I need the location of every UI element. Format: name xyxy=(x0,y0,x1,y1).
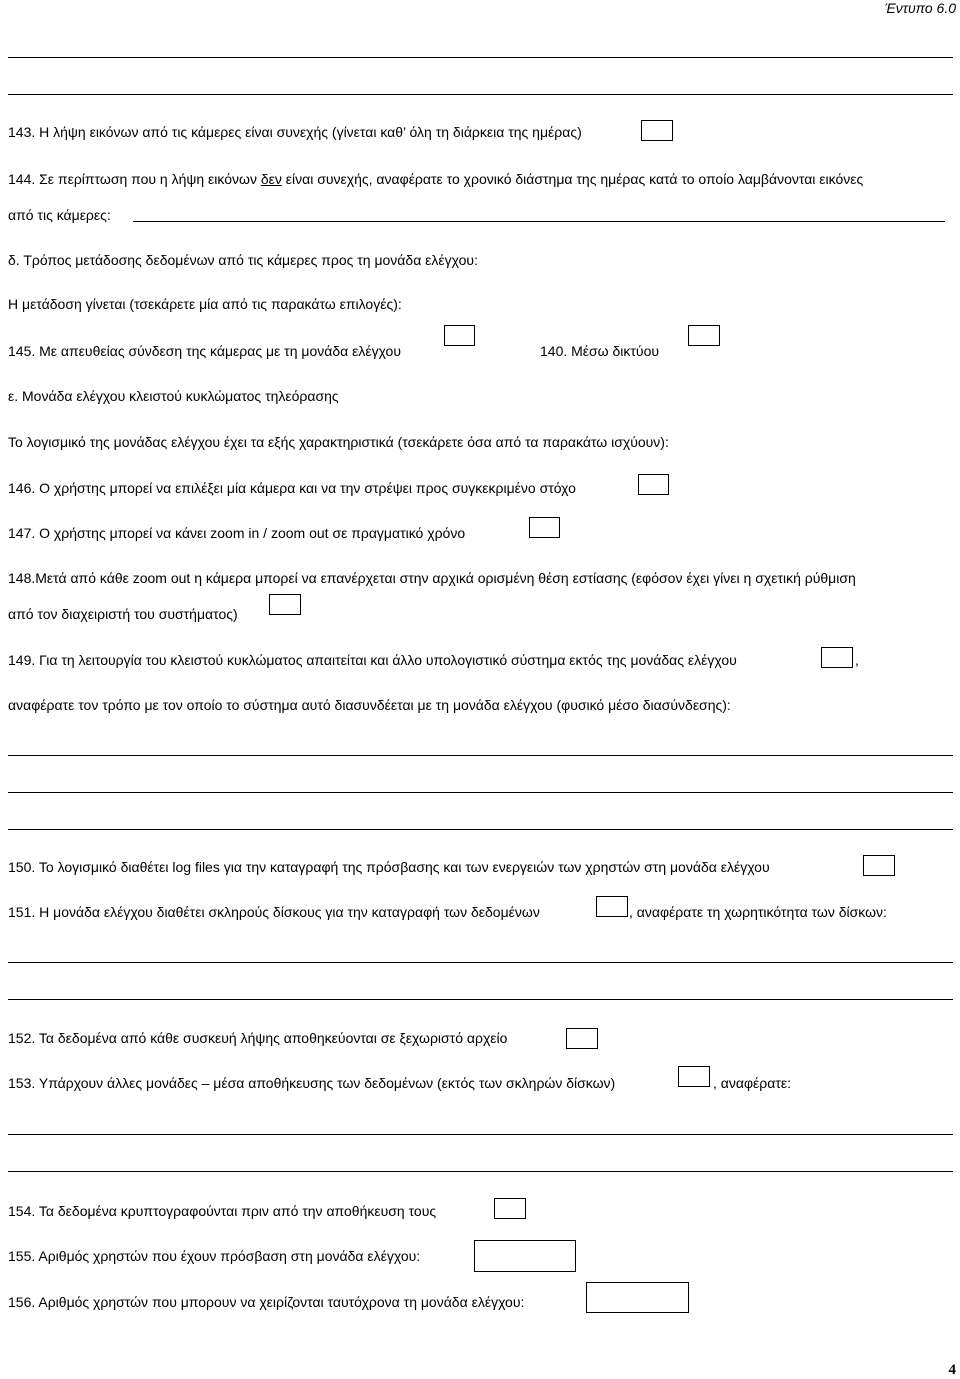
question-151: 151. Η μονάδα ελέγχου διαθέτει σκληρούς δίσκους για την καταγραφή των δεδομένων xyxy=(8,904,540,920)
question-144 xyxy=(8,171,863,187)
question-153-suffix: , αναφέρατε: xyxy=(713,1075,792,1091)
checkbox-145[interactable] xyxy=(444,325,475,346)
question-149-comma: , xyxy=(855,652,859,668)
form-label: Έντυπο 6.0 xyxy=(884,0,956,16)
question-144-prefix: 144. Σε περίπτωση που η λήψη εικόνων xyxy=(8,171,261,187)
question-144-line2: από τις κάμερες: xyxy=(8,207,111,223)
checkbox-149[interactable] xyxy=(821,647,853,668)
question-144-underlined: δεν xyxy=(260,171,282,187)
checkbox-150[interactable] xyxy=(863,855,895,876)
question-151-suffix: , αναφέρατε τη χωρητικότητα των δίσκων: xyxy=(629,904,887,920)
question-144-suffix: είναι συνεχής, αναφέρατε το χρονικό διάστημα της ημέρας κατά το οποίο λαμβάνονται εικόνες xyxy=(281,171,864,187)
question-149-line2: αναφέρατε τον τρόπο με τον οποίο το σύστημα αυτό διασυνδέεται με τη μονάδα ελέγχου (φυσικό μέσο διασύνδεσης): xyxy=(8,697,731,713)
checkbox-146[interactable] xyxy=(638,474,669,495)
question-147: 147. Ο χρήστης μπορεί να κάνει zoom in / zoom out σε πραγματικό χρόνο xyxy=(8,525,466,541)
question-152: 152. Τα δεδομένα από κάθε συσκευή λήψης αποθηκεύονται σε ξεχωριστό αρχείο xyxy=(8,1030,508,1046)
answer-line-149[interactable] xyxy=(8,755,953,756)
answer-line-153[interactable] xyxy=(8,1134,953,1135)
question-155: 155. Αριθμός χρηστών που έχουν πρόσβαση στη μονάδα ελέγχου: xyxy=(8,1248,421,1264)
question-145: 145. Με απευθείας σύνδεση της κάμερας με τη μονάδα ελέγχου xyxy=(8,343,401,359)
answer-line-149[interactable] xyxy=(8,829,953,830)
checkbox-152[interactable] xyxy=(566,1028,598,1049)
question-146: 146. Ο χρήστης μπορεί να επιλέξει μία κάμερα και να την στρέψει προς συγκεκριμένο στόχο xyxy=(8,480,576,496)
answer-line[interactable] xyxy=(8,94,953,95)
question-150: 150. Το λογισμικό διαθέτει log files για την καταγραφή της πρόσβασης και των ενεργειών των χρηστών στη μονάδα ελέγχου xyxy=(8,859,770,875)
answer-line-151[interactable] xyxy=(8,962,953,963)
checkbox-140[interactable] xyxy=(688,325,720,346)
input-155[interactable] xyxy=(474,1240,576,1272)
answer-line[interactable] xyxy=(8,57,953,58)
section-e-title: ε. Μονάδα ελέγχου κλειστού κυκλώματος τηλεόρασης xyxy=(8,388,339,404)
checkbox-151[interactable] xyxy=(596,896,628,917)
section-d-title: δ. Τρόπος μετάδοσης δεδομένων από τις κάμερες προς τη μονάδα ελέγχου: xyxy=(8,252,478,268)
question-148-line1: 148.Μετά από κάθε zoom out η κάμερα μπορεί να επανέρχεται στην αρχικά ορισμένη θέση εστίασης (εφόσον έχει γίνει η σχετική ρύθμιση xyxy=(8,570,856,586)
section-e-subtitle: Το λογισμικό της μονάδας ελέγχου έχει τα εξής χαρακτηριστικά (τσεκάρετε όσα από τα παρακάτω ισχύουν): xyxy=(8,434,669,450)
checkbox-153[interactable] xyxy=(678,1066,710,1087)
question-153: 153. Υπάρχουν άλλες μονάδες – μέσα αποθήκευσης των δεδομένων (εκτός των σκληρών δίσκων) xyxy=(8,1075,616,1091)
question-156: 156. Αριθμός χρηστών που μπορουν να χειρίζονται ταυτόχρονα τη μονάδα ελέγχου: xyxy=(8,1294,525,1310)
checkbox-154[interactable] xyxy=(494,1198,526,1219)
question-154: 154. Τα δεδομένα κρυπτογραφούνται πριν από την αποθήκευση τους xyxy=(8,1203,437,1219)
question-140: 140. Μέσω δικτύου xyxy=(540,343,660,359)
answer-line-151[interactable] xyxy=(8,999,953,1000)
question-149-line1: 149. Για τη λειτουργία του κλειστού κυκλώματος απαιτείται και άλλο υπολογιστικό σύστημα εκτός της μονάδας ελέγχου xyxy=(8,652,737,668)
checkbox-147[interactable] xyxy=(529,517,560,538)
checkbox-143[interactable] xyxy=(641,120,673,141)
checkbox-148[interactable] xyxy=(269,594,301,615)
page-number: 4 xyxy=(948,1362,956,1378)
question-143: 143. Η λήψη εικόνων από τις κάμερες είναι συνεχής (γίνεται καθ’ όλη τη διάρκεια της ημέρας) xyxy=(8,124,582,140)
input-156[interactable] xyxy=(586,1282,689,1313)
answer-line-149[interactable] xyxy=(8,792,953,793)
answer-line-144[interactable] xyxy=(133,221,945,222)
answer-line-153[interactable] xyxy=(8,1171,953,1172)
question-148-line2: από τον διαχειριστή του συστήματος) xyxy=(8,606,238,622)
section-d-subtitle: Η μετάδοση γίνεται (τσεκάρετε μία από τις παρακάτω επιλογές): xyxy=(8,296,402,312)
